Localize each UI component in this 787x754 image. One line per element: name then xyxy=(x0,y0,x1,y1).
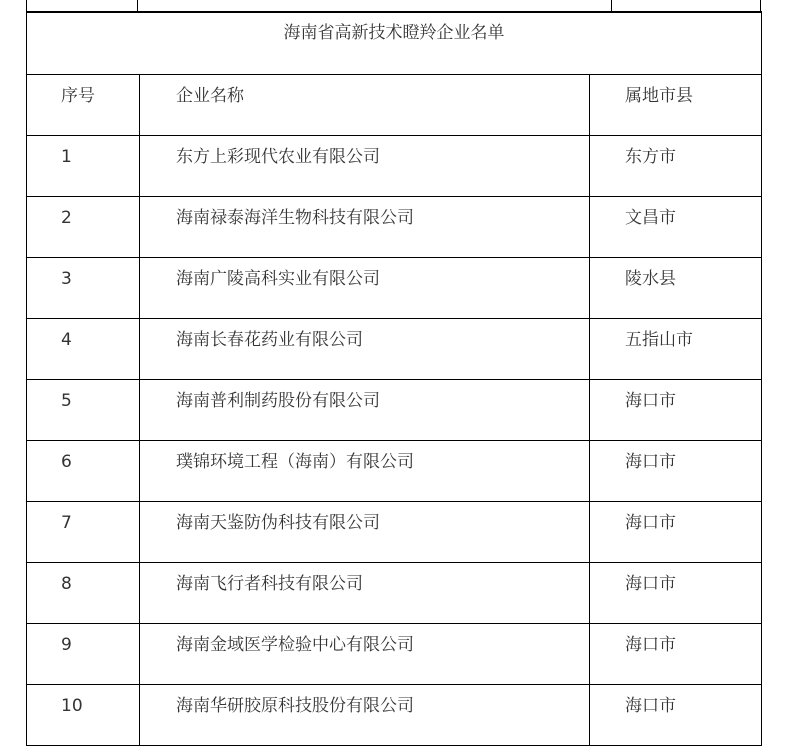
table-title-row xyxy=(27,12,762,74)
row-company-name: 海南禄泰海洋生物科技有限公司 xyxy=(140,196,590,257)
row-no: 5 xyxy=(27,379,140,440)
table-row xyxy=(27,196,762,257)
table-row xyxy=(27,440,762,501)
row-region: 海口市 xyxy=(590,501,762,562)
table-row xyxy=(27,135,762,196)
row-company-name: 海南普利制药股份有限公司 xyxy=(140,379,590,440)
row-company-name: 海南广陵高科实业有限公司 xyxy=(140,257,590,318)
row-no: 4 xyxy=(27,318,140,379)
table-row xyxy=(27,684,762,745)
row-company-name: 海南金域医学检验中心有限公司 xyxy=(140,623,590,684)
table-row xyxy=(27,257,762,318)
row-no: 3 xyxy=(27,257,140,318)
row-no: 7 xyxy=(27,501,140,562)
table-row xyxy=(27,623,762,684)
row-region: 东方市 xyxy=(590,135,762,196)
row-region: 海口市 xyxy=(590,440,762,501)
row-company-name: 海南飞行者科技有限公司 xyxy=(140,562,590,623)
header-region: 属地市县 xyxy=(590,74,762,135)
gazelle-enterprise-table xyxy=(26,11,762,746)
table-row xyxy=(27,562,762,623)
row-region: 海口市 xyxy=(590,562,762,623)
row-no: 2 xyxy=(27,196,140,257)
row-no: 9 xyxy=(27,623,140,684)
table-header-row xyxy=(27,74,762,135)
header-no: 序号 xyxy=(27,74,140,135)
header-name: 企业名称 xyxy=(140,74,590,135)
row-company-name: 璞锦环境工程（海南）有限公司 xyxy=(140,440,590,501)
table-row xyxy=(27,318,762,379)
table-title: 海南省高新技术瞪羚企业名单 xyxy=(27,12,762,74)
row-no: 6 xyxy=(27,440,140,501)
row-region: 文昌市 xyxy=(590,196,762,257)
row-no: 1 xyxy=(27,135,140,196)
table-row xyxy=(27,501,762,562)
row-no: 10 xyxy=(27,684,140,745)
row-region: 五指山市 xyxy=(590,318,762,379)
row-company-name: 海南天鉴防伪科技有限公司 xyxy=(140,501,590,562)
row-company-name: 海南华研胶原科技股份有限公司 xyxy=(140,684,590,745)
table-row xyxy=(27,379,762,440)
row-region: 陵水县 xyxy=(590,257,762,318)
row-region: 海口市 xyxy=(590,379,762,440)
row-company-name: 海南长春花药业有限公司 xyxy=(140,318,590,379)
row-no: 8 xyxy=(27,562,140,623)
row-region: 海口市 xyxy=(590,623,762,684)
row-region: 海口市 xyxy=(590,684,762,745)
row-company-name: 东方上彩现代农业有限公司 xyxy=(140,135,590,196)
